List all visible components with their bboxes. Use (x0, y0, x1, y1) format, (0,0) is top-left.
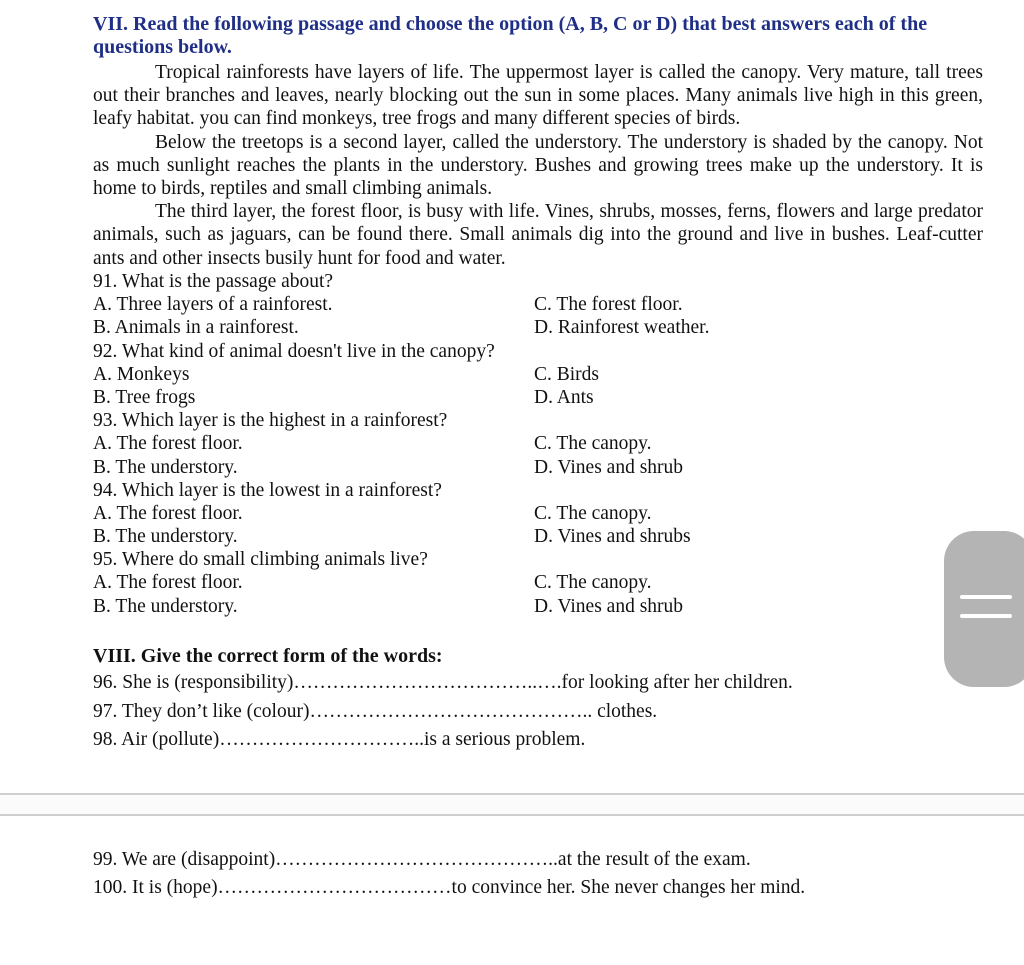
exercise-item-97: 97. They don’t like (colour)…………………………………….. clothes. (93, 701, 658, 722)
question-94-option-b: B. The understory. (93, 526, 238, 548)
passage-paragraph: Below the treetops is a second layer, called the understory. The understory is shaded by the canopy. Not as much sunlight reaches the plants in the understory. Bushes and growing trees make up the understory. It is home to birds, reptiles and small climbing animals. (93, 131, 983, 200)
scroll-handle[interactable] (944, 531, 1024, 687)
exercise-item-98: 98. Air (pollute)…………………………..is a serious problem. (93, 729, 586, 750)
section-8-heading: VIII. Give the correct form of the words: (93, 645, 443, 667)
section-7-heading: VII. Read the following passage and choose the option (A, B, C or D) that best answers each of the questions below. (93, 13, 928, 58)
question-92-stem: 92. What kind of animal doesn't live in the canopy? (93, 340, 495, 362)
question-92-option-d: D. Ants (534, 386, 594, 408)
question-92-option-b: B. Tree frogs (93, 386, 196, 408)
passage-paragraph: The third layer, the forest floor, is busy with life. Vines, shrubs, mosses, ferns, flowers and large predator animals, such as jaguars, can be found there. Small animals dig into the ground and live in bushes. Leaf-cutter ants and other insects busily hunt for food and water. (93, 201, 983, 269)
page-break-separator (0, 793, 1024, 816)
question-91-option-b: B. Animals in a rainforest. (93, 317, 299, 339)
question-93-option-a: A. The forest floor. (93, 433, 243, 455)
question-93-option-c: C. The canopy. (534, 433, 652, 455)
question-94-option-a: A. The forest floor. (93, 502, 243, 524)
question-95-option-d: D. Vines and shrub (534, 595, 684, 617)
question-93-option-b: B. The understory. (93, 456, 238, 478)
reading-passage (93, 61, 983, 270)
question-91-option-c: C. The forest floor. (534, 294, 683, 316)
question-91-stem: 91. What is the passage about? (93, 271, 334, 292)
question-93-stem: 93. Which layer is the highest in a rainforest? (93, 410, 448, 432)
question-95-option-a: A. The forest floor. (93, 572, 243, 594)
exercise-item-96: 96. She is (responsibility)………………………………..….for looking after her children. (93, 672, 793, 693)
question-93-option-d: D. Vines and shrub (534, 456, 684, 478)
question-94-stem: 94. Which layer is the lowest in a rainforest? (93, 479, 442, 501)
question-94-option-d: D. Vines and shrubs (534, 526, 691, 548)
question-92-option-c: C. Birds (534, 363, 600, 385)
question-91-option-d: D. Rainforest weather. (534, 317, 710, 339)
question-94-option-c: C. The canopy. (534, 502, 652, 524)
passage-paragraph: Tropical rainforests have layers of life. The uppermost layer is called the canopy. Very mature, tall trees out their branches and leaves, nearly blocking out the sun in some places. Many animals live high in this green, leafy habitat. you can find monkeys, tree frogs and many different species of birds. (93, 62, 983, 130)
exercise-item-100: 100. It is (hope)………………………………to convince her. She never changes her mind. (93, 877, 806, 898)
question-91-option-a: A. Three layers of a rainforest. (93, 294, 333, 316)
exercise-item-99: 99. We are (disappoint)……………………………………..at the result of the exam. (93, 849, 751, 870)
question-92-option-a: A. Monkeys (93, 363, 190, 385)
question-95-option-b: B. The understory. (93, 595, 238, 617)
question-list (93, 270, 993, 618)
question-95-stem: 95. Where do small climbing animals live? (93, 549, 428, 571)
question-95-option-c: C. The canopy. (534, 572, 652, 594)
